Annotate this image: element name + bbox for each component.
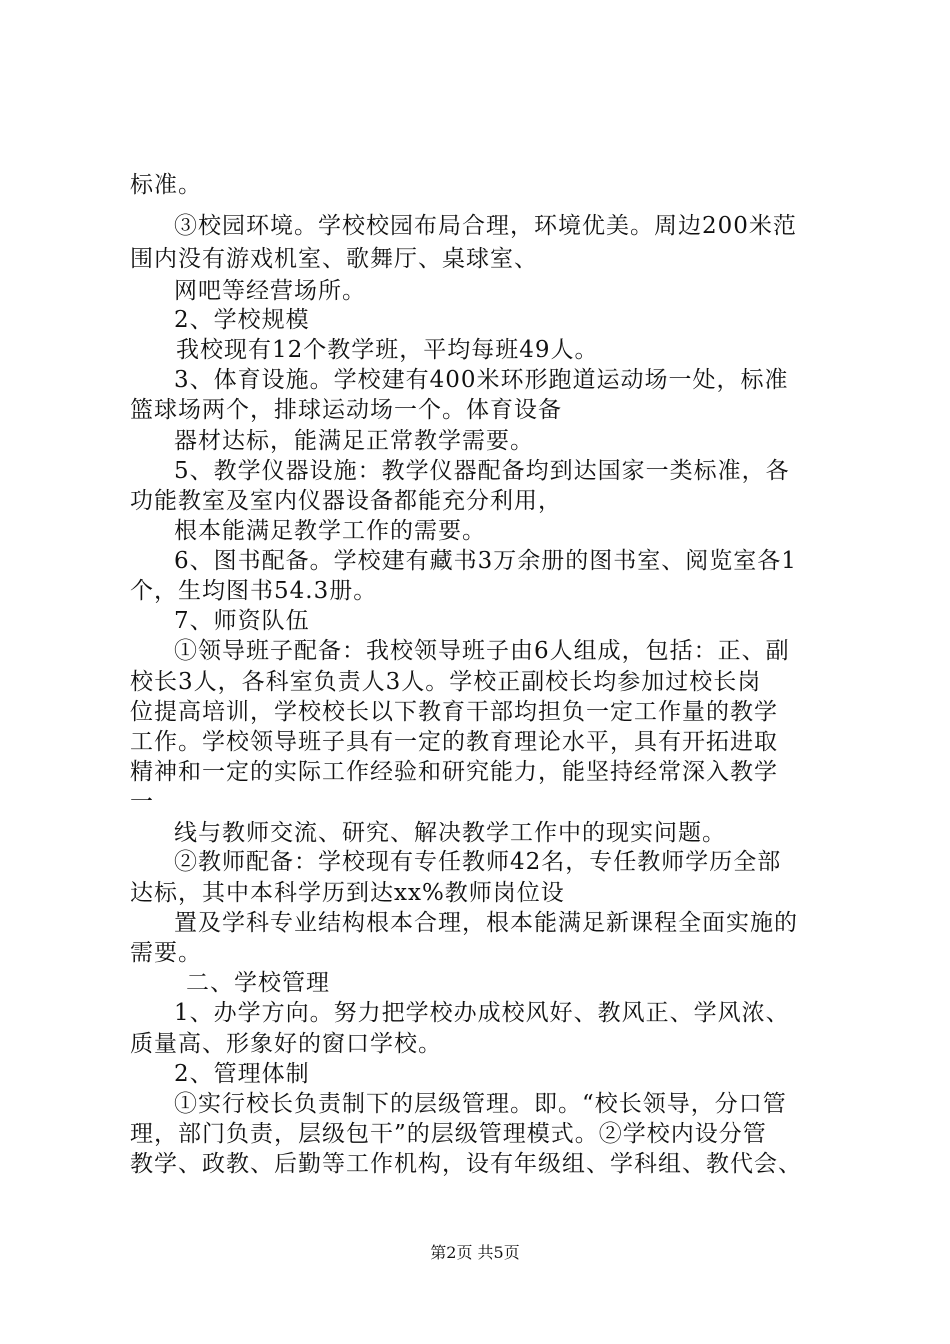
text-line: 工作。学校领导班子具有一定的教育理论水平，具有开拓进取 xyxy=(130,729,778,755)
text-line: 2、学校规模 xyxy=(174,307,310,333)
text-line: ①领导班子配备：我校领导班子由6人组成，包括：正、副 xyxy=(174,638,790,664)
text-line: 围内没有游戏机室、歌舞厅、桌球室、 xyxy=(130,246,538,272)
text-line: 校长3人，各科室负责人3人。学校正副校长均参加过校长岗 xyxy=(130,669,762,695)
text-line: 个，生均图书54.3册。 xyxy=(130,578,378,604)
text-line: 质量高、形象好的窗口学校。 xyxy=(130,1031,442,1057)
text-line: 我校现有12个教学班，平均每班49人。 xyxy=(176,337,599,363)
text-line: ③校园环境。学校校园布局合理，环境优美。周边200米范 xyxy=(174,213,797,239)
text-line: 一 xyxy=(130,789,154,815)
text-line: 置及学科专业结构根本合理，根本能满足新课程全面实施的 xyxy=(174,910,798,936)
text-line: 1、办学方向。努力把学校办成校风好、教风正、学风浓、 xyxy=(174,1000,790,1026)
text-line: 6、图书配备。学校建有藏书3万余册的图书室、阅览室各1 xyxy=(174,548,797,574)
text-line: 网吧等经营场所。 xyxy=(174,278,366,304)
text-line: 线与教师交流、研究、解决教学工作中的现实问题。 xyxy=(174,820,726,846)
text-line: ①实行校长负责制下的层级管理。即。“校长领导，分口管 xyxy=(174,1091,787,1117)
text-line: 2、管理体制 xyxy=(174,1061,310,1087)
text-line: 3、体育设施。学校建有400米环形跑道运动场一处，标准 xyxy=(174,367,789,393)
text-line: 精神和一定的实际工作经验和研究能力，能坚持经常深入教学 xyxy=(130,759,778,785)
text-line: ②教师配备：学校现有专任教师42名，专任教师学历全部 xyxy=(174,849,782,875)
text-line: 器材达标，能满足正常教学需要。 xyxy=(174,428,534,454)
text-line: 根本能满足教学工作的需要。 xyxy=(174,518,486,544)
text-line: 理，部门负责，层级包干”的层级管理模式。②学校内设分管 xyxy=(130,1121,767,1147)
text-line: 7、师资队伍 xyxy=(174,608,310,634)
text-line: 达标，其中本科学历到达xx%教师岗位设 xyxy=(130,880,565,906)
text-line: 二、学校管理 xyxy=(186,970,330,996)
page-footer: 第2页 共5页 xyxy=(430,1243,520,1262)
text-line: 标准。 xyxy=(130,172,202,198)
text-line: 功能教室及室内仪器设备都能充分利用， xyxy=(130,488,562,514)
text-line: 5、教学仪器设施：教学仪器配备均到达国家一类标准，各 xyxy=(174,458,790,484)
text-line: 需要。 xyxy=(130,940,202,966)
text-line: 位提高培训，学校校长以下教育干部均担负一定工作量的教学 xyxy=(130,699,778,725)
text-line: 篮球场两个，排球运动场一个。体育设备 xyxy=(130,397,562,423)
text-line: 教学、政教、后勤等工作机构，设有年级组、学科组、教代会、 xyxy=(130,1151,802,1177)
